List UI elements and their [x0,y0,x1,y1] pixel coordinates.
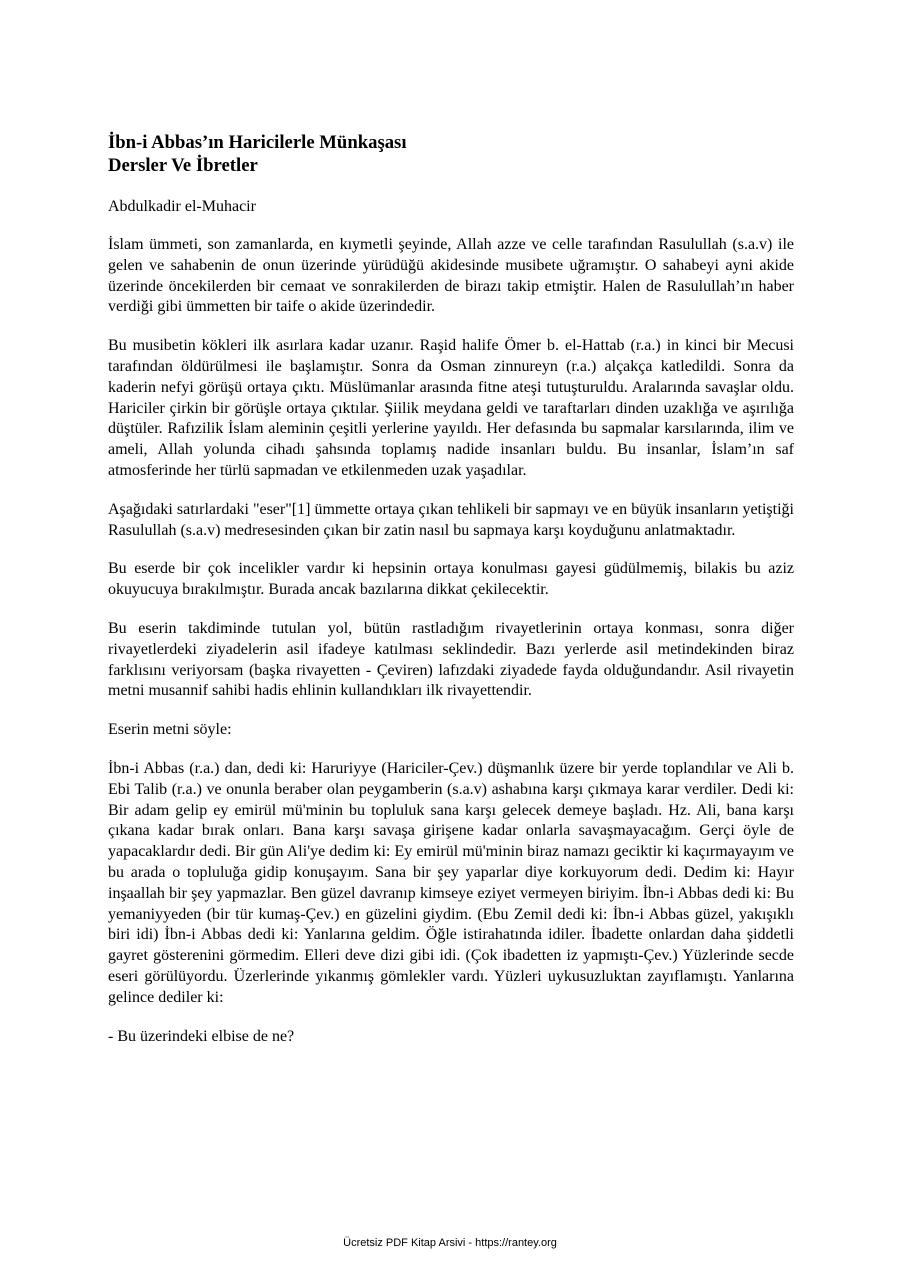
paragraph-2: Bu musibetin kökleri ilk asırlara kadar uzanır. Raşid halife Ömer b. el-Hattab (r.a.) in kinci bir Mecusi tarafından öldürülmesi ile başlamıştır. Sonra da Osman zinnureyn (r.a.) alçakça katledildi. Sonra da kaderin nefyi görüşü ortaya çıktı. Müslümanlar arasında fitne ateşi tutuşturuldu. Aralarında savaşlar oldu. Hariciler çirkin bir görüşle ortaya çıktılar. Şiilik meydana geldi ve taraftarları dinden uzaklığa ve aşırılığa düştüler. Rafızilik İslam aleminin çeşitli yerlerine yayıldı. Her defasında bu sapmalar karsılarında, ilim ve ameli, Allah yolunda cihadı şahsında toplamış nadide insanları buldu. Bu insanlar, İslam’ın saf atmosferinde her türlü sapmadan ve etkilenmeden uzak yaşadılar. [108,337,794,479]
paragraph-3: Aşağıdaki satırlardaki "eser"[1] ümmette ortaya çıkan tehlikeli bir sapmayı ve en büyük insanların yetiştiği Rasulullah (s.a.v) medresesinden çıkan bir zatin nasıl bu sapmaya karşı koyduğunu anlatmaktadır. [108,500,794,539]
paragraph-6: Eserin metni söyle: [108,721,232,739]
page-footer: Ücretsiz PDF Kitap Arsivi - https://rantey.org [343,1237,557,1249]
document-body [108,131,794,1047]
document-title [108,131,794,177]
paragraph-1: İslam ümmeti, son zamanlarda, en kıymetli şeyinde, Allah azze ve celle tarafından Rasulullah (s.a.v) ile gelen ve sahabenin de onun üzerinde yürüdüğü akidesinde musibete uğramıştır. O sahabeyi ayni akide üzerinde öncekilerden bir cemaat ve sonrakilerden de birazı takip etmiştir. Halen de Rasulullah’ın haber verdiği gibi ümmetten bir taife o akide üzerindedir. [108,236,794,316]
paragraph-5: Bu eserin takdiminde tutulan yol, bütün rastladığım rivayetlerinin ortaya konması, sonra diğer rivayetlerdeki ziyadelerin asil ifadeye katılması seklindedir. Bazı yerlerde asil metindekinden biraz farklısını veriyorsam (başka rivayetten - Çeviren) lafızdaki ziyadede fayda olduğundandır. Asil rivayetin metni musannif sahibi hadis ehlinin kullandıkları ilk rivayettendir. [108,619,794,700]
paragraph-4: Bu eserde bir çok incelikler vardır ki hepsinin ortaya konulması gayesi güdülmemiş, bilakis bu aziz okuyucuya bırakılmıştır. Burada ancak bazılarına dikkat çekilecektir. [108,560,794,599]
title-line-1: İbn-i Abbas’ın Haricilerle Münkaşası [108,132,407,153]
title-line-2: Dersler Ve İbretler [108,155,258,176]
paragraph-8: - Bu üzerindeki elbise de ne? [108,1027,295,1045]
author-name: Abdulkadir el-Muhacir [108,198,256,215]
paragraph-7: İbn-i Abbas (r.a.) dan, dedi ki: Haruriyye (Hariciler-Çev.) düşmanlık üzere bir yerde toplandılar ve Ali b. Ebi Talib (r.a.) ve onunla beraber olan peygamberin (s.a.v) ashabına karşı çıkmaya karar verdiler. Dedi ki: Bir adam gelip ey emirül mü'minin bu topluluk sana karşı gelecek demeye başladı. Hz. Ali, bana karşı çıkana kadar bırak onları. Bana karşı savaşa girişene kadar onlarla savaşmayacağım. Gerçi öyle de yapacaklardır dedi. Bir gün Ali'ye dedim ki: Ey emirül mü'minin biraz namazı geciktir ki kaçırmayayım ve bu arada o topluluğa gidip konuşayım. Sana bir şey yaparlar diye korkuyorum dedi. Dedim ki: Hayır inşaallah bir şey yapmazlar. Ben güzel davranıp kimseye eziyet vermeyen biriyim. İbn-i Abbas dedi ki: Bu yemaniyyeden (bir tür kumaş-Çev.) en güzelini giydim. (Ebu Zemil dedi ki: İbn-i Abbas güzel, yakışıklı biri idi) İbn-i Abbas dedi ki: Yanlarına geldim. Öğle istirahatında idiler. İbadette onlardan daha şiddetli gayret gösterenini görmedim. Elleri deve dizi gibi idi. (Çok ibadetten iz yapmıştı-Çev.) Yüzlerinde secde eseri görülüyordu. Üzerlerinde yıkanmış gömlekler vardı. Yüzleri uykusuzluktan zayıflamıştı. Yanlarına gelince dediler ki: [108,759,794,1006]
